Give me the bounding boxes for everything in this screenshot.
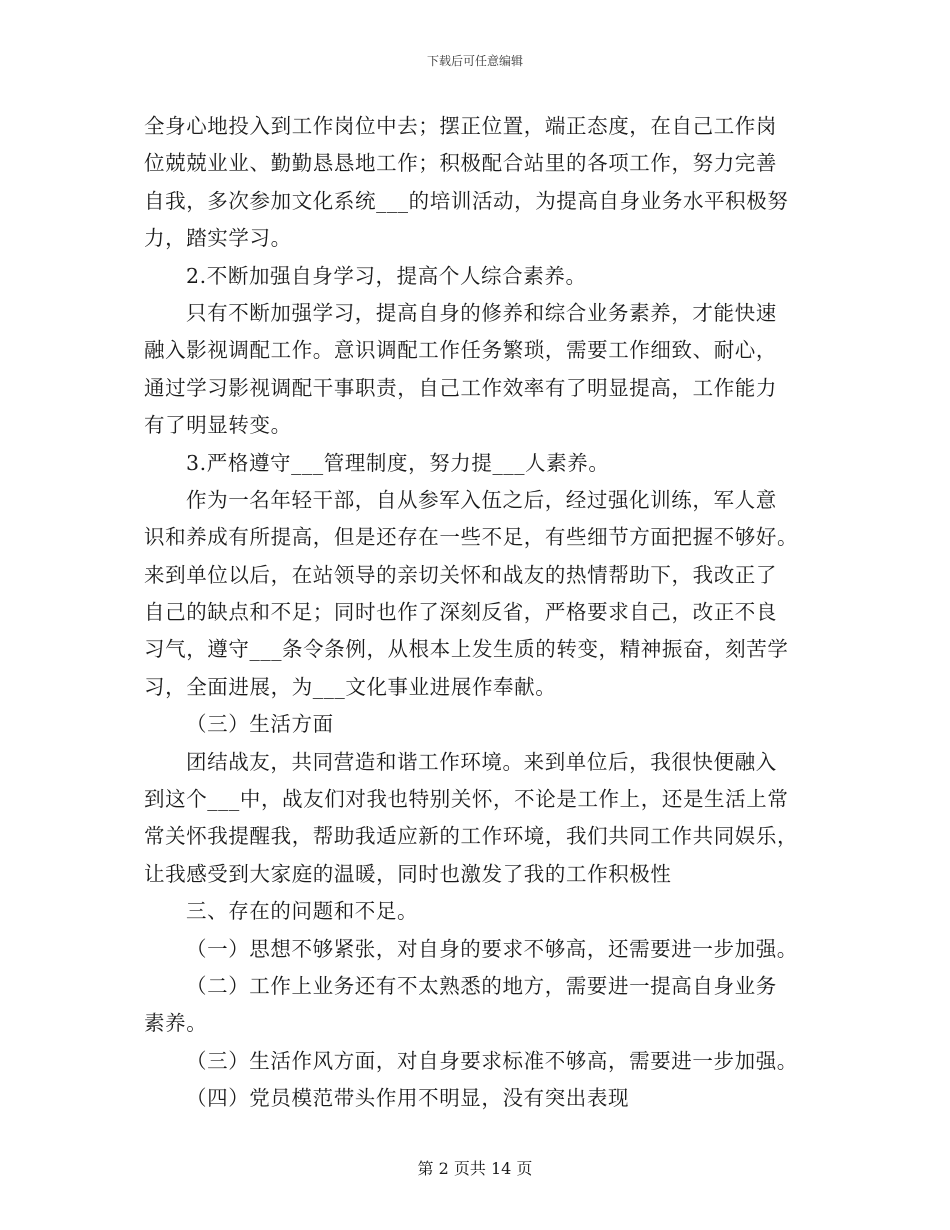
text-line: 来到单位以后，在站领导的亲切关怀和战友的热情帮助下，我改正了: [144, 562, 777, 587]
text-line: 全身心地投入到工作岗位中去；摆正位置，端正态度，在自己工作岗: [144, 114, 777, 138]
text-line: 力，踏实学习。: [144, 226, 292, 251]
text-line: 识和养成有所提高，但是还存在一些不足，有些细节方面把握不够好。: [144, 525, 799, 550]
text-line: 到这个___中，战友们对我也特别关怀，不论是工作上，还是生活上常: [144, 787, 789, 812]
text-line: 素养。: [144, 1011, 208, 1036]
page-footer: 第 2 页共 14 页: [417, 1159, 533, 1178]
text-line: （二）工作上业务还有不太熟悉的地方，需要进一提高自身业务: [186, 973, 777, 998]
text-line: （三）生活作风方面，对自身要求标准不够高，需要进一步加强。: [186, 1048, 798, 1073]
text-line: 自己的缺点和不足；同时也作了深刻反省，严格要求自己，改正不良: [144, 600, 777, 625]
text-line: 习，全面进展，为___文化事业进展作奉献。: [144, 674, 557, 699]
text-line: 团结战友，共同营造和谐工作环境。来到单位后，我很快便融入: [186, 749, 777, 774]
text-line: （一）思想不够紧张，对自身的要求不够高，还需要进一步加强。: [186, 936, 798, 961]
text-line: 有了明显转变。: [144, 413, 292, 438]
text-line: 作为一名年轻干部，自从参军入伍之后，经过强化训练，军人意: [186, 487, 777, 512]
text-line: 三、存在的问题和不足。: [186, 899, 419, 924]
text-line: 习气，遵守___条令条例，从根本上发生质的转变，精神振奋，刻苦学: [144, 637, 789, 662]
text-line: 2.不断加强自身学习，提高个人综合素养。: [186, 263, 587, 288]
text-line: 融入影视调配工作。意识调配工作任务繁琐，需要工作细致、耐心，: [144, 338, 777, 363]
text-line: （四）党员模范带头作用不明显，没有突出表现: [186, 1086, 630, 1111]
page-header: 下载后可任意编辑: [426, 54, 523, 68]
text-line: 让我感受到大家庭的温暖，同时也激发了我的工作积极性: [144, 861, 672, 886]
text-line: 只有不断加强学习，提高自身的修养和综合业务素养，才能快速: [186, 300, 777, 325]
text-line: 3.严格遵守___管理制度，努力提___人素养。: [186, 450, 610, 475]
text-line: （三）生活方面: [186, 712, 334, 737]
document-body: [144, 108, 814, 1118]
text-line: 自我，多次参加文化系统___的培训活动，为提高自身业务水平积极努: [144, 188, 789, 213]
text-line: 位兢兢业业、勤勤恳恳地工作；积极配合站里的各项工作，努力完善: [144, 151, 777, 176]
text-line: 常关怀我提醒我，帮助我适应新的工作环境，我们共同工作共同娱乐，: [144, 824, 799, 849]
text-line: 通过学习影视调配干事职责，自己工作效率有了明显提高，工作能力: [144, 375, 777, 400]
